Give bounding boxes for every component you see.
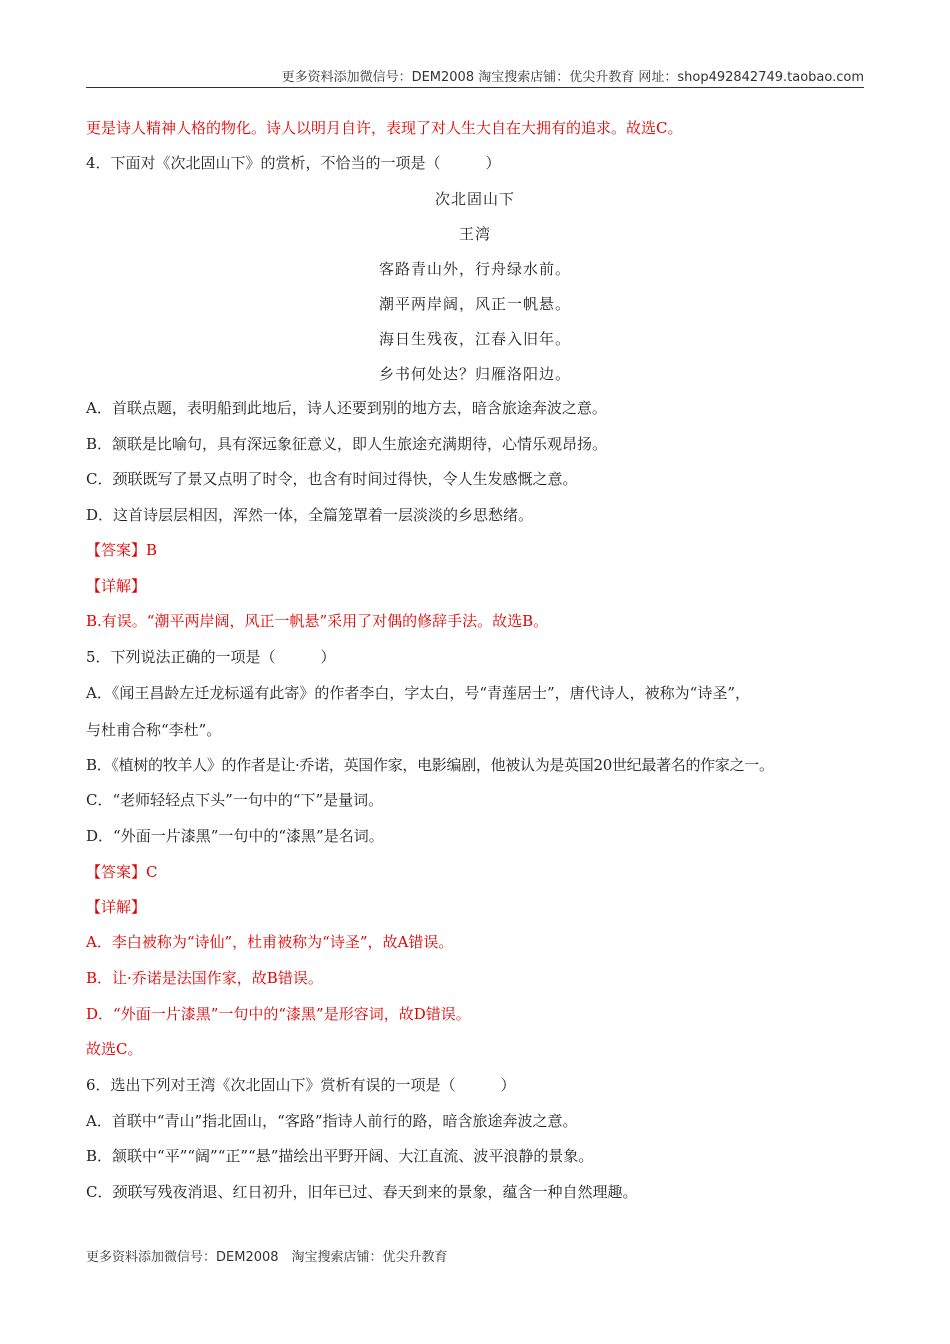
poem-line-2: 潮平两岸阔，风正一帆悬。 — [378, 295, 571, 313]
question-4: 4．下面对《次北固山下》的赏析，不恰当的一项是（ ） — [86, 154, 501, 172]
q5-option-c: C．“老师轻轻点下头”一句中的“下”是量词。 — [86, 791, 384, 809]
q4-answer: 【答案】B — [86, 541, 158, 559]
q5-answer: 【答案】C — [86, 863, 158, 881]
q5-explanation-a: A．李白被称为“诗仙”，杜甫被称为“诗圣”，故A错误。 — [86, 933, 454, 951]
q4-detail-heading: 【详解】 — [86, 577, 147, 595]
q5-explanation-b: B．让·乔诺是法国作家，故B错误。 — [86, 969, 323, 987]
page-header: 更多资料添加微信号：DEM2008 淘宝搜索店铺：优尖升教育 网址：shop492842749.taobao.com — [281, 70, 864, 85]
q4-option-b: B．颔联是比喻句，具有深远象征意义，即人生旅途充满期待，心情乐观昂扬。 — [86, 435, 608, 453]
explanation-line: 更是诗人精神人格的物化。诗人以明月自许，表现了对人生大自在大拥有的追求。故选C。 — [86, 119, 683, 137]
poem-line-4: 乡书何处达？归雁洛阳边。 — [378, 365, 571, 383]
poem-author: 王湾 — [458, 225, 491, 243]
header-divider — [86, 87, 864, 88]
q5-explanation-d: D．“外面一片漆黑”一句中的“漆黑”是形容词，故D错误。 — [86, 1005, 471, 1023]
page-footer: 更多资料添加微信号：DEM2008 淘宝搜索店铺：优尖升教育 — [86, 1250, 448, 1265]
q5-option-d: D．“外面一片漆黑”一句中的“漆黑”是名词。 — [86, 827, 384, 845]
poem-line-1: 客路青山外，行舟绿水前。 — [378, 260, 571, 278]
q4-option-a: A．首联点题，表明船到此地后，诗人还要到别的地方去，暗含旅途奔波之意。 — [86, 399, 607, 417]
q6-option-b: B．颔联中“平”“阔”“正”“悬”描绘出平野开阔、大江直流、波平浪静的景象。 — [86, 1147, 594, 1165]
q5-detail-heading: 【详解】 — [86, 898, 147, 916]
q4-option-d: D．这首诗层层相因，浑然一体，全篇笼罩着一层淡淡的乡思愁绪。 — [86, 506, 534, 524]
q4-explanation: B.有误。“潮平两岸阔，风正一帆悬”采用了对偶的修辞手法。故选B。 — [86, 612, 549, 630]
q4-option-c: C．颈联既写了景又点明了时令，也含有时间过得快，令人生发感慨之意。 — [86, 470, 578, 488]
poem-line-3: 海日生残夜，江春入旧年。 — [378, 330, 571, 348]
question-6: 6．选出下列对王湾《次北固山下》赏析有误的一项是（ ） — [86, 1076, 516, 1094]
q5-conclusion: 故选C。 — [86, 1040, 143, 1058]
poem-title: 次北固山下 — [434, 190, 515, 208]
q6-option-c: C．颈联写残夜消退、红日初升，旧年已过、春天到来的景象，蕴含一种自然理趣。 — [86, 1183, 638, 1201]
q5-option-a-line1: A．《闻王昌龄左迁龙标遥有此寄》的作者李白，字太白，号“青莲居士”，唐代诗人，被称为“诗圣”， — [86, 684, 751, 702]
question-5: 5．下列说法正确的一项是（ ） — [86, 648, 336, 666]
q5-option-a-line2: 与杜甫合称“李杜”。 — [86, 721, 222, 739]
q5-option-b: B．《植树的牧羊人》的作者是让·乔诺，英国作家，电影编剧，他被认为是英国20世纪最著名的作家之一。 — [86, 756, 774, 774]
q6-option-a: A．首联中“青山”指北固山，“客路”指诗人前行的路，暗含旅途奔波之意。 — [86, 1112, 578, 1130]
